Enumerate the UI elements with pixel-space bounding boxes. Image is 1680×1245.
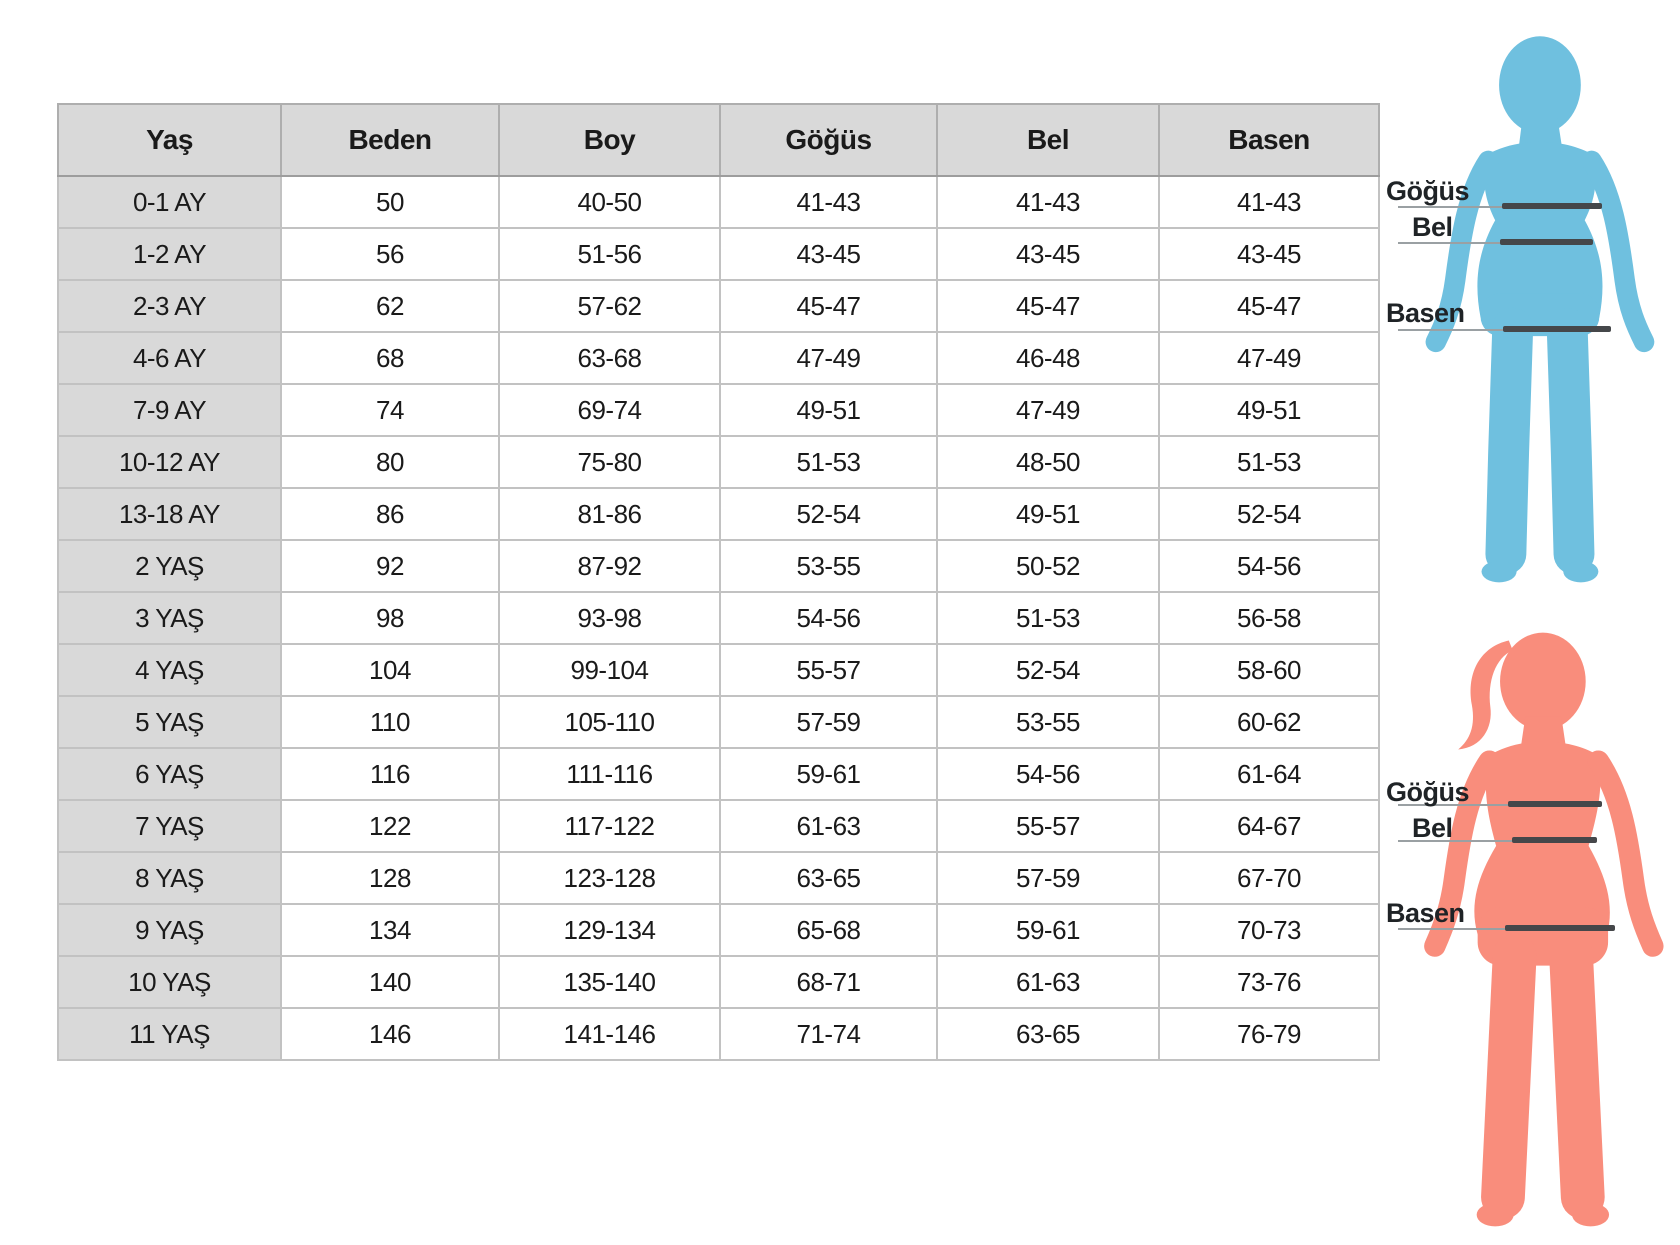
table-cell: 9 YAŞ [58, 904, 281, 956]
column-header: Göğüs [720, 104, 937, 176]
table-row [58, 800, 1379, 852]
table-cell: 140 [281, 956, 499, 1008]
table-cell: 59-61 [720, 748, 937, 800]
table-cell: 45-47 [937, 280, 1159, 332]
table-cell: 43-45 [1159, 228, 1379, 280]
blue-body-shape [1436, 36, 1644, 582]
top-hip-label: Basen [1386, 298, 1465, 328]
table-cell: 4 YAŞ [58, 644, 281, 696]
table-cell: 55-57 [937, 800, 1159, 852]
table-cell: 5 YAŞ [58, 696, 281, 748]
table-row [58, 852, 1379, 904]
table-cell: 87-92 [499, 540, 720, 592]
column-header: Yaş [58, 104, 281, 176]
table-cell: 48-50 [937, 436, 1159, 488]
table-cell: 10 YAŞ [58, 956, 281, 1008]
table-row [58, 228, 1379, 280]
table-cell: 62 [281, 280, 499, 332]
table-cell: 68-71 [720, 956, 937, 1008]
table-row [58, 592, 1379, 644]
table-cell: 47-49 [720, 332, 937, 384]
column-header: Beden [281, 104, 499, 176]
column-header: Bel [937, 104, 1159, 176]
table-cell: 71-74 [720, 1008, 937, 1060]
table-cell: 7-9 AY [58, 384, 281, 436]
table-cell: 8 YAŞ [58, 852, 281, 904]
table-cell: 74 [281, 384, 499, 436]
table-cell: 41-43 [1159, 176, 1379, 228]
table-row [58, 436, 1379, 488]
table-cell: 7 YAŞ [58, 800, 281, 852]
table-cell: 59-61 [937, 904, 1159, 956]
table-cell: 110 [281, 696, 499, 748]
salmon-body-silhouette [1392, 618, 1680, 1245]
table-cell: 45-47 [720, 280, 937, 332]
table-row [58, 488, 1379, 540]
table-cell: 50-52 [937, 540, 1159, 592]
table-cell: 70-73 [1159, 904, 1379, 956]
table-row [58, 748, 1379, 800]
table-cell: 40-50 [499, 176, 720, 228]
table-cell: 63-68 [499, 332, 720, 384]
table-cell: 55-57 [720, 644, 937, 696]
table-cell: 0-1 AY [58, 176, 281, 228]
top-chest-label: Göğüs [1386, 176, 1469, 206]
table-cell: 51-53 [937, 592, 1159, 644]
table-cell: 141-146 [499, 1008, 720, 1060]
table-cell: 51-53 [1159, 436, 1379, 488]
table-cell: 76-79 [1159, 1008, 1379, 1060]
table-header-row [58, 104, 1379, 176]
table-cell: 57-62 [499, 280, 720, 332]
table-cell: 47-49 [1159, 332, 1379, 384]
table-cell: 122 [281, 800, 499, 852]
table-cell: 43-45 [720, 228, 937, 280]
table-cell: 63-65 [937, 1008, 1159, 1060]
table-row [58, 540, 1379, 592]
table-row [58, 104, 1379, 176]
table-cell: 49-51 [937, 488, 1159, 540]
table-cell: 49-51 [1159, 384, 1379, 436]
table-cell: 67-70 [1159, 852, 1379, 904]
table-cell: 10-12 AY [58, 436, 281, 488]
bottom-waist-label: Bel [1412, 813, 1453, 843]
table-cell: 135-140 [499, 956, 720, 1008]
table-cell: 128 [281, 852, 499, 904]
table-cell: 52-54 [1159, 488, 1379, 540]
table-cell: 81-86 [499, 488, 720, 540]
table-cell: 46-48 [937, 332, 1159, 384]
table-cell: 116 [281, 748, 499, 800]
table-cell: 64-67 [1159, 800, 1379, 852]
table-cell: 123-128 [499, 852, 720, 904]
table-row [58, 956, 1379, 1008]
bottom-hip-label: Basen [1386, 898, 1465, 928]
table-cell: 61-64 [1159, 748, 1379, 800]
top-waist-measure-bar [1500, 239, 1593, 245]
table-cell: 80 [281, 436, 499, 488]
table-row [58, 332, 1379, 384]
table-cell: 45-47 [1159, 280, 1379, 332]
table-cell: 68 [281, 332, 499, 384]
table-cell: 57-59 [937, 852, 1159, 904]
table-cell: 146 [281, 1008, 499, 1060]
table-row [58, 176, 1379, 228]
table-cell: 129-134 [499, 904, 720, 956]
table-cell: 104 [281, 644, 499, 696]
table-cell: 57-59 [720, 696, 937, 748]
table-cell: 3 YAŞ [58, 592, 281, 644]
table-cell: 98 [281, 592, 499, 644]
table-cell: 4-6 AY [58, 332, 281, 384]
top-chest-measure-bar [1502, 203, 1602, 209]
table-row [58, 904, 1379, 956]
table-cell: 54-56 [1159, 540, 1379, 592]
bottom-hip-measure-bar [1505, 925, 1615, 931]
table-cell: 65-68 [720, 904, 937, 956]
bottom-chest-label: Göğüs [1386, 777, 1469, 807]
table-cell: 51-53 [720, 436, 937, 488]
table-cell: 47-49 [937, 384, 1159, 436]
table-cell: 2 YAŞ [58, 540, 281, 592]
table-cell: 93-98 [499, 592, 720, 644]
table-cell: 61-63 [937, 956, 1159, 1008]
table-row [58, 384, 1379, 436]
table-cell: 56-58 [1159, 592, 1379, 644]
table-cell: 58-60 [1159, 644, 1379, 696]
table-cell: 54-56 [937, 748, 1159, 800]
table-cell: 53-55 [937, 696, 1159, 748]
table-cell: 1-2 AY [58, 228, 281, 280]
table-cell: 41-43 [937, 176, 1159, 228]
top-hip-measure-bar [1503, 326, 1611, 332]
table-cell: 86 [281, 488, 499, 540]
table-cell: 50 [281, 176, 499, 228]
table-cell: 6 YAŞ [58, 748, 281, 800]
table-row [58, 696, 1379, 748]
table-row [58, 644, 1379, 696]
table-cell: 13-18 AY [58, 488, 281, 540]
table-cell: 63-65 [720, 852, 937, 904]
table-cell: 117-122 [499, 800, 720, 852]
table-cell: 54-56 [720, 592, 937, 644]
size-chart-table [57, 103, 1380, 1061]
bottom-waist-measure-bar [1512, 837, 1597, 843]
table-cell: 134 [281, 904, 499, 956]
table-cell: 11 YAŞ [58, 1008, 281, 1060]
table-cell: 105-110 [499, 696, 720, 748]
table-cell: 52-54 [720, 488, 937, 540]
column-header: Basen [1159, 104, 1379, 176]
table-cell: 73-76 [1159, 956, 1379, 1008]
table-cell: 49-51 [720, 384, 937, 436]
top-hip-leader-line [1398, 329, 1503, 331]
table-cell: 111-116 [499, 748, 720, 800]
column-header: Boy [499, 104, 720, 176]
table-cell: 43-45 [937, 228, 1159, 280]
table-cell: 2-3 AY [58, 280, 281, 332]
table-cell: 75-80 [499, 436, 720, 488]
table-cell: 51-56 [499, 228, 720, 280]
table-cell: 61-63 [720, 800, 937, 852]
table-cell: 69-74 [499, 384, 720, 436]
table-cell: 53-55 [720, 540, 937, 592]
top-waist-label: Bel [1412, 212, 1453, 242]
table-cell: 99-104 [499, 644, 720, 696]
table-row [58, 1008, 1379, 1060]
table-cell: 92 [281, 540, 499, 592]
table-cell: 60-62 [1159, 696, 1379, 748]
table-cell: 56 [281, 228, 499, 280]
bottom-chest-measure-bar [1508, 801, 1602, 807]
table-row [58, 280, 1379, 332]
table-cell: 41-43 [720, 176, 937, 228]
table-cell: 52-54 [937, 644, 1159, 696]
table-body [58, 176, 1379, 1060]
